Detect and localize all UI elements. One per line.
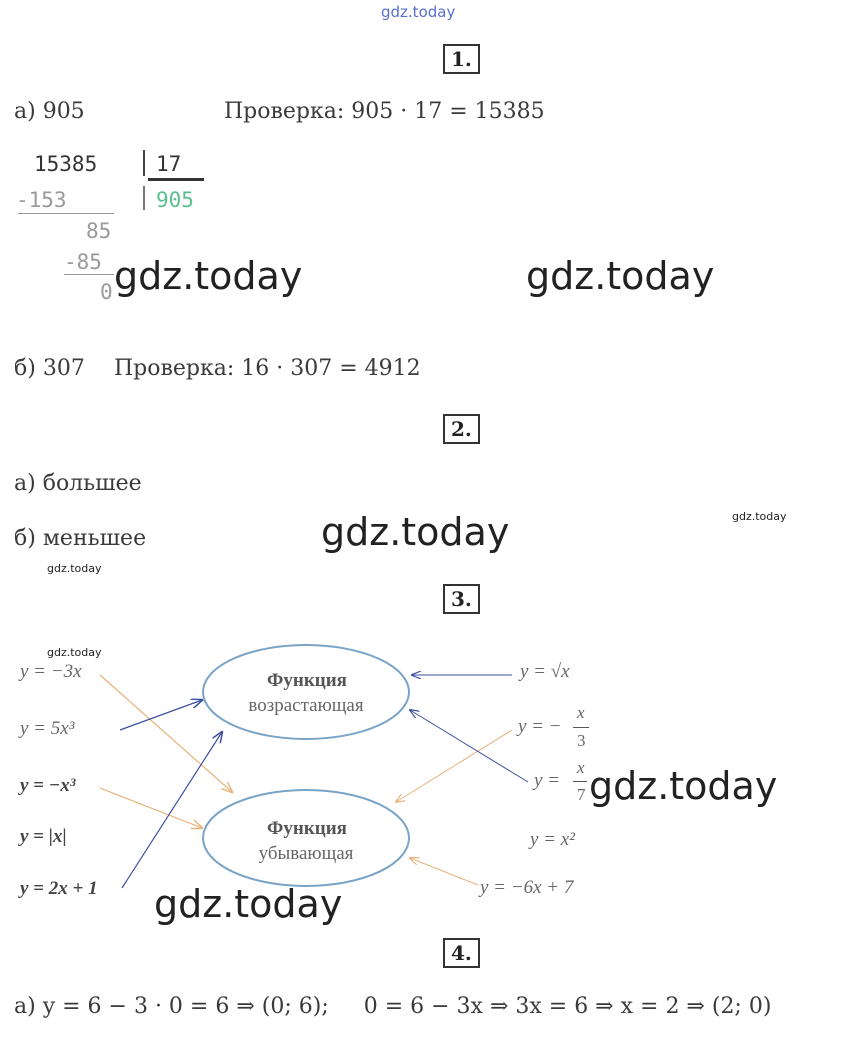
frac1-line (573, 727, 589, 728)
division-dividend: 15385 (34, 152, 98, 176)
watermark-top: gdz.today (381, 3, 456, 21)
func-neg3x: y = −3x (20, 661, 82, 682)
division-quotient: 905 (156, 188, 194, 212)
func-sqrtx: y = √x (520, 661, 570, 682)
func-5x3: y = 5x³ (20, 718, 75, 739)
arrow-5x3 (120, 700, 202, 730)
func-x2: y = x² (530, 829, 575, 850)
task-number-4-text: 4 (451, 941, 465, 965)
arrow-neg6x (410, 858, 478, 885)
task2-b: б) меньшее (14, 526, 147, 551)
arrow-2x1 (122, 732, 222, 888)
decreasing-label-1: Функция (267, 818, 347, 839)
watermark-5: gdz.today (154, 882, 343, 926)
ellipse-increasing (203, 645, 409, 739)
arrow-negx3-frac (396, 730, 512, 802)
frac2-den: 7 (577, 785, 586, 804)
func-absx: y = |x| (20, 826, 67, 847)
arrow-negx3 (100, 788, 202, 828)
func-2x1: y = 2x + 1 (20, 878, 98, 899)
task1-b-answer: б) 307 (14, 356, 85, 381)
task-number-1: 1. (443, 44, 480, 74)
watermark-4: gdz.today (589, 764, 778, 808)
watermark-3: gdz.today (321, 510, 510, 554)
division-line-2 (64, 274, 114, 275)
task1-b-check: Проверка: 16 · 307 = 4912 (114, 356, 421, 381)
division-sub1: -153 (16, 188, 67, 212)
task1-a-answer: а) 905 (14, 99, 85, 124)
watermark-1: gdz.today (114, 254, 303, 298)
frac1-prefix: y = − (518, 716, 562, 737)
watermark-2: gdz.today (526, 254, 715, 298)
task-number-2: 2. (443, 414, 480, 444)
task-number-1-text: 1 (451, 47, 465, 71)
frac1-num: x (577, 703, 585, 722)
task4-a: а) y = 6 − 3 · 0 = 6 ⇒ (0; 6); 0 = 6 − 3x ⇒ 3x = 6 ⇒ x = 2 ⇒ (2; 0) (14, 994, 772, 1019)
frac2-num: x (577, 758, 585, 777)
division-bar-1 (143, 150, 145, 176)
task-number-3: 3. (443, 584, 480, 614)
division-line-1 (18, 213, 114, 214)
watermark-small-3: gdz.today (47, 646, 102, 659)
task-number-2-text: 2 (451, 417, 465, 441)
division-divisor: 17 (156, 152, 182, 176)
decreasing-label-2: убывающая (258, 843, 354, 864)
increasing-label-2: возрастающая (248, 695, 364, 716)
task2-a: а) большее (14, 471, 142, 496)
division-bar-2 (143, 186, 145, 210)
frac2-prefix: y = (534, 770, 561, 791)
divisor-underline (148, 178, 204, 181)
func-neg6x7: y = −6x + 7 (480, 877, 574, 898)
watermark-small-1: gdz.today (732, 510, 787, 523)
func-negx3: y = −x³ (20, 775, 76, 796)
watermark-small-2: gdz.today (47, 562, 102, 575)
task1-a-check: Проверка: 905 · 17 = 15385 (224, 99, 545, 124)
arrow-x7 (410, 710, 528, 782)
increasing-label-1: Функция (267, 670, 347, 691)
frac2-line (573, 781, 587, 782)
frac1-den: 3 (577, 731, 586, 750)
task-number-3-text: 3 (451, 587, 465, 611)
division-sub2: -85 (64, 250, 102, 274)
task-number-4: 4. (443, 938, 480, 968)
division-rem1: 85 (86, 219, 112, 243)
arrow-neg3x (100, 675, 232, 792)
division-rem2: 0 (100, 280, 113, 304)
